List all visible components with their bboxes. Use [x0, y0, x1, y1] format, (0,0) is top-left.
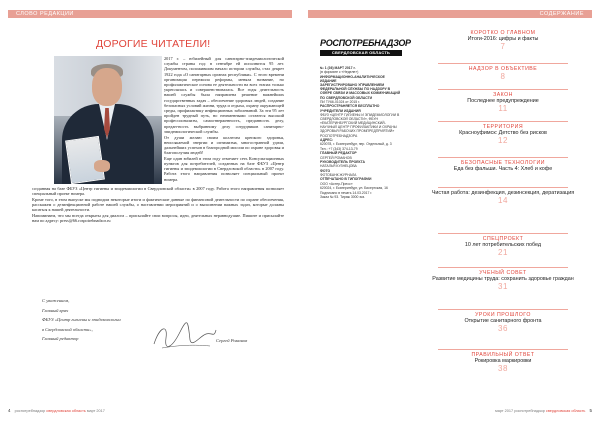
toc-page-number: 31 — [498, 282, 508, 292]
toc-entry[interactable] — [418, 160, 588, 172]
toc-page-number: 8 — [500, 72, 506, 81]
editorial-paragraph: От души желаю своим коллегам крепкого здоровья, неиссякаемой энергии и оптимизма, многостранной удачи, дальнейших успехов в благородной миссии по охране здоровья и благополучия людей! — [164, 134, 284, 156]
toc-section-label: НАДЗОР В ОБЪЕКТИВЕ — [468, 66, 538, 72]
footer-issue: март 2017 — [86, 409, 105, 413]
footer-region: свердловская область — [46, 409, 86, 413]
editorial-fullwidth-text — [32, 186, 284, 224]
imprint-line: 620078, г. Екатеринбург, пер. Отдельный, д. 3 — [320, 142, 392, 147]
toc-section-label: КОРОТКО О ГЛАВНОМ — [470, 30, 536, 36]
imprint-line: ФБУЗ «ЦЕНТР ГИГИЕНЫ И ЭПИДЕМИОЛОГИИ В СВЕРДЛОВСКОЙ ОБЛАСТИ», ФБУН «ЕКАТЕРИНБУРГСКИЙ МЕДИЦИНСКИЙ-НАУЧНЫЙ ЦЕНТР ПРОФИЛАКТИКИ И ОХРАНЫ ЗДОРОВЬЯ РАБОЧИХ ПРОМПРЕДПРИЯТИЙ» РОСПОТРЕБНАДЗОРА — [320, 113, 400, 138]
imprint — [320, 66, 402, 199]
right-footer — [495, 408, 592, 413]
toc-entry[interactable] — [418, 270, 588, 291]
toc-divider — [438, 121, 568, 122]
imprint-line: ФОТО — [320, 168, 331, 173]
page-number: 4 — [8, 408, 11, 413]
imprint-line: НАТАЛЬЯ КУЗНЕЦОВА — [320, 164, 357, 169]
logo-main-text: РОСПОТРЕБНАДЗОР — [320, 38, 411, 48]
toc-page-number: 21 — [498, 248, 508, 258]
toc-entry[interactable] — [418, 66, 588, 81]
editor-photo — [54, 56, 162, 184]
imprint-line: АДРЕС: — [320, 137, 334, 142]
toc-section-label: ТЕРРИТОРИЯ — [482, 124, 524, 130]
toc-title: Итоги-2016: цифры и факты — [467, 36, 539, 42]
toc-entry[interactable] — [418, 124, 588, 145]
toc-entry[interactable] — [418, 92, 588, 113]
imprint-line: ПИ ТУ66-01024 от 2015 г. — [320, 99, 360, 104]
imprint-line: УЧРЕДИТЕЛИ ИЗДАНИЯ — [320, 108, 361, 113]
toc-divider — [438, 63, 568, 64]
toc-page-number: 7 — [500, 42, 506, 52]
imprint-line: ИНФОРМАЦИОННО-АНАЛИТИЧЕСКОЕ ИЗДАНИЕ — [320, 74, 385, 83]
toc-entry[interactable] — [418, 352, 588, 373]
imprint-line: Тел.: +7 (343) 374-13-79 — [320, 146, 358, 151]
toc-section-label: ПРАВИЛЬНЫЙ ОТВЕТ — [471, 352, 535, 358]
editorial-paragraph: созданная на базе ФБУЗ «Центр гигиены и эпидемиологии в Свердловской области» в 2007 году. Работа этого направления позволяет специальный проект номера. — [32, 186, 284, 197]
imprint-line: 620024, г. Екатеринбург, ул. Бисертская, 16 — [320, 186, 388, 191]
signature-line: ФБУЗ «Центр гигиены и эпидемиологии — [42, 317, 121, 322]
toc-page-number: 36 — [498, 324, 508, 334]
editorial-column — [164, 56, 284, 182]
toc-title: Открытие санитарного фронта — [464, 318, 542, 324]
editorial-paragraph: Кроме того, в этом выпуске мы подводим некоторые итоги и фактические данные по финансовой деятельности по охране обеспечения, расскажем о дезинфекционной работе нашей службы, о наставлении мероприятий и о выполнении важных задач, которые должны касаться к нашей деятельности. — [32, 196, 284, 213]
toc-title: Рокировка маркировки — [474, 358, 532, 364]
footer-region: свердловская область — [545, 409, 586, 413]
toc-divider — [438, 349, 568, 350]
toc-divider — [438, 157, 568, 158]
toc-entry[interactable] — [418, 30, 588, 51]
imprint-line: Заказ № 93. Тираж 3000 экз. — [320, 195, 366, 200]
toc-divider — [438, 89, 568, 90]
editorial-paragraph: Еще один юбилей в этом году отмечает сеть Консультационных пунктов для потребителей, созданных на базе ФБУЗ «Центр гигиены и эпидемиологии в Свердловской области» в 2007 году. Работа этого направления позволяет специальный проект номера. — [164, 155, 284, 182]
footer-issue: март 2017 — [495, 409, 514, 413]
page-number: 5 — [589, 408, 592, 413]
imprint-line: СЕРГЕЙ РОМАНОВ — [320, 155, 352, 160]
left-header-bar — [8, 10, 292, 18]
imprint-line: ГЛАВНЫЙ РЕДАКТОР — [320, 151, 357, 156]
toc-section-label: СПЕЦПРОЕКТ — [482, 236, 524, 242]
toc-divider — [438, 233, 568, 234]
logo-sub-text: СВЕРДЛОВСКАЯ ОБЛАСТЬ — [320, 50, 402, 56]
toc-page-number: 38 — [498, 364, 508, 374]
journal-logo — [320, 38, 411, 60]
toc-title: Еда без фальши. Часть 4: Хлеб и кофе — [453, 166, 553, 172]
imprint-line: РАСПРОСТРАНЯЕТСЯ БЕСПЛАТНО — [320, 104, 380, 109]
toc-title: Чистая работа: дезинфекция, дезинсекция, дератизация — [431, 190, 575, 196]
footer-journal: роспотребнадзор — [514, 409, 545, 413]
toc-title: 10 лет потребительских побед — [464, 242, 542, 248]
toc-entry[interactable] — [418, 190, 588, 205]
right-header-label: СОДЕРЖАНИЕ — [539, 11, 584, 17]
footer-journal: роспотребнадзор — [14, 409, 46, 413]
toc-divider — [438, 267, 568, 268]
signature-name: Сергей Романов — [216, 338, 248, 343]
right-page — [300, 0, 600, 434]
signature-line: Главный редактор — [42, 336, 79, 341]
toc-page-number: 12 — [498, 136, 508, 146]
toc-page-number: 14 — [498, 196, 508, 206]
toc-section-label: БЕЗОПАСНЫЕ ТЕХНОЛОГИИ — [461, 160, 545, 166]
imprint-line: РУКОВОДИТЕЛЬ ПРОЕКТА — [320, 159, 365, 164]
signature-line: С уважением, — [42, 298, 70, 303]
imprint-line: ООО «Астер-Пресс» — [320, 181, 353, 186]
imprint-line: ОТПЕЧАТАНО В ТИПОГРАФИИ — [320, 177, 372, 182]
toc-title: Красноуфимск: Детство без рисков — [459, 130, 547, 136]
left-header-label: СЛОВО РЕДАКЦИИ — [16, 11, 74, 17]
imprint-line: № 1 (36) МАРТ 2017 г. — [320, 66, 356, 70]
imprint-line: (в формате с «Неделе») — [320, 70, 359, 75]
toc-section-label: УЧЕНЫЙ СОВЕТ — [479, 270, 527, 276]
toc-divider — [438, 309, 568, 310]
imprint-line: ЗАРЕГИСТРИРОВАНО УПРАВЛЕНИЕМ ФЕДЕРАЛЬНОЙ СЛУЖБЫ ПО НАДЗОРУ В СФЕРЕ СВЯЗИ И МАССОВЫХ КОММУНИКАЦИЙ ПО СВЕРДЛОВСКОЙ ОБЛАСТИ — [320, 83, 401, 100]
signature-block — [42, 296, 152, 344]
editorial-paragraph: 2017 г. – юбилейный для санитарно-эпидемиологической службы страны год: в сентябре ей исполнится 95 лет. Документом, положившим начало истории службы, стал декрет 1922 года «О санитарных органах республики». С этого времени организация пережила реформы, меняла название, но профилактическое основа ее деятельности на всех этапах только укреплялась и совершенствовалась. Все годы деятельность нашей службы была направлена решение важнейших государственных задач – обеспечение здоровых людей, создание безопасных условий жизни, труда и отдыха, охрану окружающей среды, профилактику инфекционных заболеваний. За эти 95 лет пройден трудный путь, но неизменными остаются высокий профессионализм, самоотверженность, преданность делу, предан-ность выбранному делу сотрудников санитарно-эпидемиологической службы. — [164, 56, 284, 134]
right-header-bar — [308, 10, 592, 18]
toc-section-label: ЗАКОН — [493, 92, 513, 98]
toc-entry[interactable] — [418, 236, 588, 257]
left-footer — [8, 408, 105, 413]
toc-divider — [438, 187, 568, 188]
imprint-line: ФОТОБАНК ЖУРНАЛА — [320, 173, 357, 178]
handwritten-signature — [150, 318, 220, 354]
toc-page-number: 11 — [498, 104, 508, 114]
toc-title: Развитие медицины труда: сохранить здоровье граждан — [432, 276, 574, 282]
toc-section-label: УРОКИ ПРОШЛОГО — [475, 312, 531, 318]
editorial-paragraph: Напоминаем, что мы всегда открыты для диалога – присылайте свои вопросы, идеи, деятельных неравнодушие. Пишите и присылайте нам по адресу: press@66.rospotrebnadzor.ru — [32, 213, 284, 224]
toc-entry[interactable] — [418, 312, 588, 333]
page-title: ДОРОГИЕ ЧИТАТЕЛИ! — [96, 38, 211, 50]
toc-title: Последнее предупреждение — [467, 98, 539, 104]
imprint-line: Подписано в печать 14.03.2017 г. — [320, 190, 373, 195]
signature-line: в Свердловской области», — [42, 326, 93, 332]
signature-line: Главный врач — [42, 307, 69, 313]
